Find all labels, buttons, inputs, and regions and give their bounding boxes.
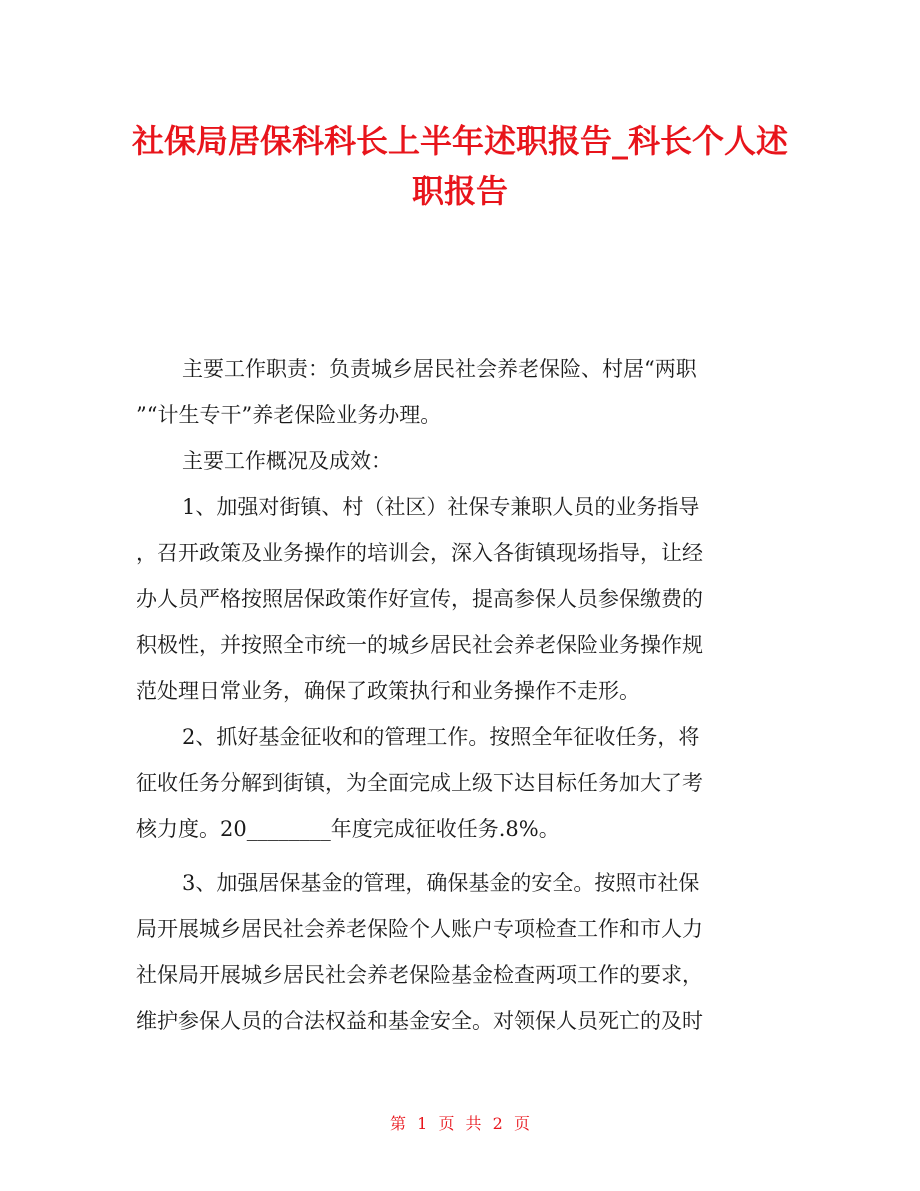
title-line: 职报告 — [411, 172, 508, 210]
text-line: 征收任务分解到街镇，为全面完成上级下达目标任务加大了考 — [136, 771, 703, 795]
paragraph — [136, 714, 784, 852]
text-line: 核力度。20________年度完成征收任务.8%。 — [136, 817, 560, 841]
text-line: 积极性，并按照全市统一的城乡居民社会养老保险业务操作规 — [136, 633, 703, 657]
footer-current-page: 1 — [417, 1114, 428, 1133]
paragraph-spacer — [136, 852, 784, 860]
text-line: 局开展城乡居民社会养老保险个人账户专项检查工作和市人力 — [136, 917, 703, 941]
footer-label-ye: 页 — [438, 1114, 455, 1133]
paragraph — [136, 860, 784, 1044]
text-line: ”“计生专干”养老保险业务办理。 — [136, 403, 442, 427]
text-line: 维护参保人员的合法权益和基金安全。对领保人员死亡的及时 — [136, 1009, 703, 1033]
footer-label-di: 第 — [390, 1114, 407, 1133]
paragraph — [136, 346, 784, 438]
title-line: 社保局居保科科长上半年述职报告_科长个人述 — [131, 122, 788, 160]
text-line: 社保局开展城乡居民社会养老保险基金检查两项工作的要求， — [136, 963, 703, 987]
paragraph — [136, 438, 784, 484]
footer-label-gong: 共 — [465, 1114, 482, 1133]
footer-label-ye2: 页 — [513, 1114, 530, 1133]
text-line: 3、加强居保基金的管理，确保基金的安全。按照市社保 — [182, 871, 700, 895]
page-footer — [0, 1112, 920, 1136]
text-line: 主要工作概况及成效： — [182, 449, 392, 473]
document-body — [136, 346, 784, 1044]
text-line: 2、抓好基金征收和的管理工作。按照全年征收任务，将 — [182, 725, 700, 749]
paragraph — [136, 484, 784, 714]
text-line: ，召开政策及业务操作的培训会，深入各街镇现场指导，让经 — [136, 541, 703, 565]
text-line: 范处理日常业务，确保了政策执行和业务操作不走形。 — [136, 679, 640, 703]
text-line: 主要工作职责：负责城乡居民社会养老保险、村居“两职 — [182, 357, 697, 381]
text-line: 办人员严格按照居保政策作好宣传，提高参保人员参保缴费的 — [136, 587, 703, 611]
document-title — [120, 116, 800, 216]
text-line: 1、加强对街镇、村（社区）社保专兼职人员的业务指导 — [182, 495, 700, 519]
footer-total-pages: 2 — [492, 1114, 503, 1133]
